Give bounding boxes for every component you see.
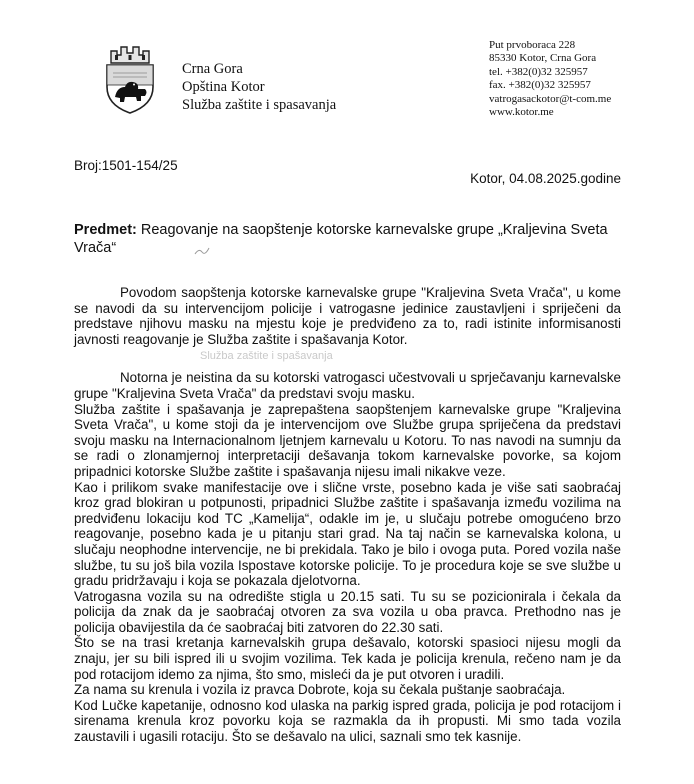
body-paragraph: Kao i prilikom svake manifestacije ove i slične vrste, posebno kada je više sati saobraćaj kroz grad blokiran u potpunosti, pripadnici Službe zaštite i spašavanja između vozilima na predviđenu lokaciju kod TC „Kamelija“, odakle im je, u slučaju potrebe omogućeno brzo reagovanje, posebno kada je u pitanju stari grad. Na taj način se karnevalska kolona, u slučaju neophodne intervencije, ne bi prekidala. Tako je bilo i ovoga puta. Pored vozila naše službe, tu su još bila vozila Ispostave kotorske policije. To je procedura koje se sve službe u gradu pridržavaju i koja se pokazala djelotvorna. xyxy=(74,479,621,589)
body-paragraph: Kod Lučke kapetanije, odnosno kod ulaska na parkig ispred grada, policija je pod rotacijom i sirenama krenula kroz povorku koja se razmakla da ih propusti. Mi smo tada vozila zaustavili i ugasili rotaciju. Što se dešavalo na ulici, saznali smo tek kasnije. xyxy=(74,697,621,745)
org-country: Crna Gora xyxy=(182,61,243,77)
kotor-coat-of-arms-icon xyxy=(101,43,159,115)
contact-fax: fax. +382(0)32 325957 xyxy=(489,79,591,92)
body-paragraph: Notorna je neistina da su kotorski vatrogasci učestvovali u sprječavanju karnevalske grupe "Kraljevina Sveta Vrača" da predstavi svoju masku. xyxy=(74,370,621,401)
contact-phone: tel. +382(0)32 325957 xyxy=(489,65,588,78)
body-paragraph: Vatrogasna vozila su na odredište stigla u 20.15 sati. Tu su se pozicionirala i čekala da policija da znak da je saobraćaj otvoren za sva vozila u oba pravca. Prethodno nas je policija obavijestila da će saobraćaj biti zatvoren do 22.30 sati. xyxy=(74,588,621,635)
org-municipality: Opština Kotor xyxy=(182,79,265,95)
stamp-show-through: Služba zaštite i spašavanja xyxy=(200,350,333,362)
contact-city: 85330 Kotor, Crna Gora xyxy=(489,52,597,65)
contact-email[interactable]: vatrogasackotor@t-com.me xyxy=(489,92,612,105)
organization-block xyxy=(182,60,336,114)
letter-body xyxy=(74,285,621,745)
subject-label: Predmet: xyxy=(74,222,137,238)
letter-date: Kotor, 04.08.2025.godine xyxy=(470,171,621,186)
contact-address: Put prvoboraca 228 xyxy=(489,39,576,51)
body-paragraph: Za nama su krenula i vozila iz pravca Dobrote, koja su čekala puštanje saobraćaja. xyxy=(74,682,566,698)
contact-website[interactable]: www.kotor.me xyxy=(489,106,554,119)
subject-text: Reagovanje na saopštenje kotorske karnevalske grupe „Kraljevina Sveta Vrača“ xyxy=(74,222,608,256)
subject-line xyxy=(74,221,634,257)
body-paragraph: Što se na trasi kretanja karnevalskih grupa dešavalo, kotorski spasioci nijesu mogli da znaju, jer su bili ispred ili u svojim vozilima. Tek kada je policija krenula, rečeno nam je da pod rotacijom idemo za njima, što smo, misleći da je put otvoren i uradili. xyxy=(74,635,621,682)
body-paragraph: Služba zaštite i spašavanja je zaprepaštena saopštenjem karnevalske grupe "Kraljevina Sveta Vrača", u kome stoji da je intervencijom ove Službe grupa spriječena da predstavi svoju masku na Internacionalnom ljetnjem karnevalu u Kotoru. To nas navodi na sumnju da se radi o zlonamjernoj interpretaciji dešavanja tokom karnevalske povorke, sa kojom pripadnici kotorske Službe zaštite i spašavanja nijesu imali nikakve veze. xyxy=(74,401,621,479)
reference-number: Broj:1501-154/25 xyxy=(74,158,178,173)
body-paragraph: Povodom saopštenja kotorske karnevalske grupe "Kraljevina Sveta Vrača", u kome se navodi da su intervencijom policije i vatrogasne jedinice zaustavljeni i spriječeni da predstave njihovu masku na mjestu koje je predviđeno za to, radi istinite informisanosti javnosti reagovanje je Služba zaštite i spašavanja Kotor. xyxy=(74,285,621,347)
pen-mark-icon xyxy=(193,244,213,258)
org-service: Služba zaštite i spasavanja xyxy=(182,97,337,113)
contact-block xyxy=(489,39,611,119)
